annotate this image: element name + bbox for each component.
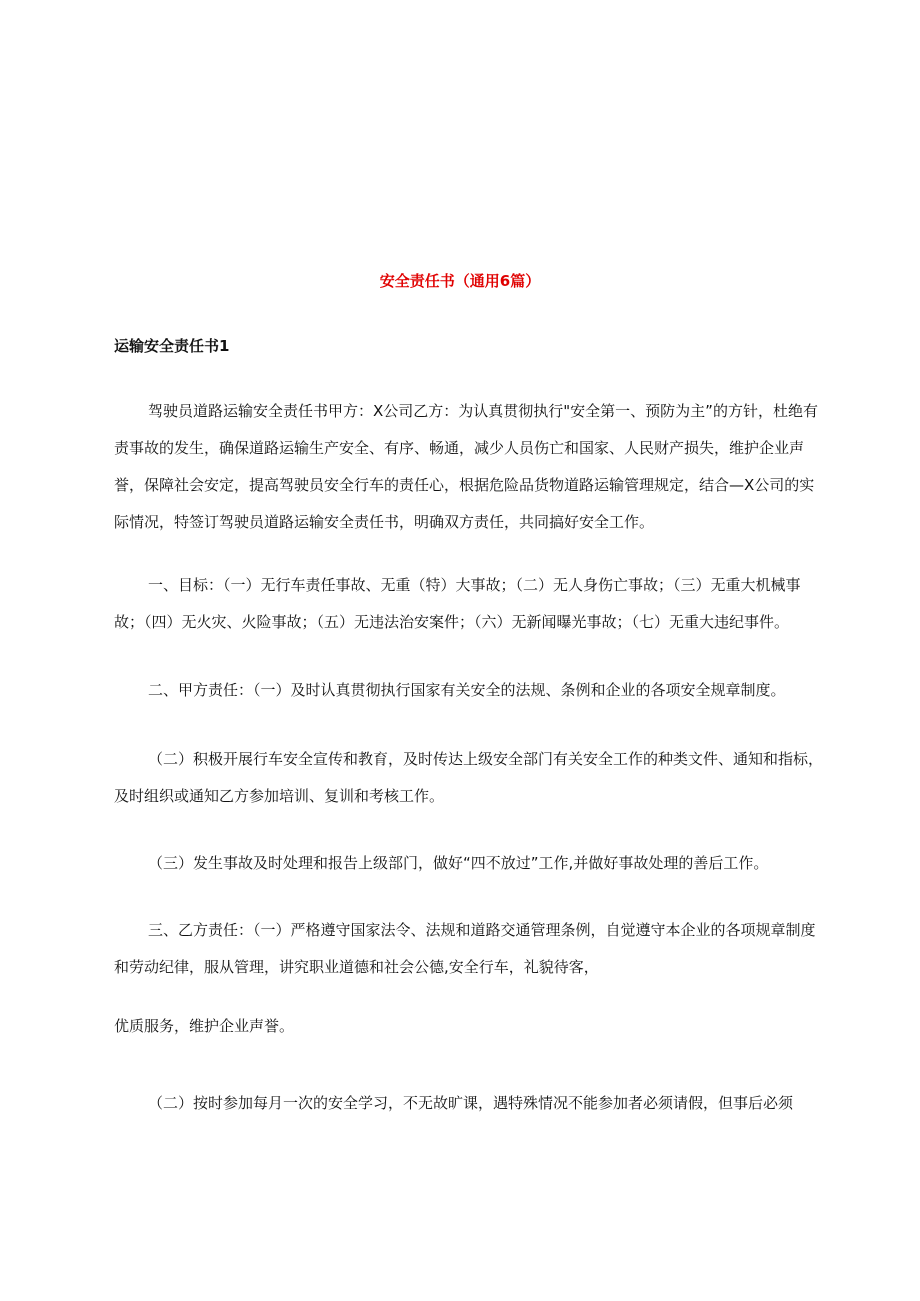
paragraph-goals: 一、目标：（一）无行车责任事故、无重（特）大事故；（二）无人身伤亡事故；（三）无重大机械事故；（四）无火灾、火险事故；（五）无违法治安案件；（六）无新闻曝光事故；（七）无重大违纪事件。 <box>114 576 801 631</box>
document-title: 安全责任书（通用6篇） <box>379 272 541 290</box>
paragraph-party-b-duty: 三、乙方责任：（一）严格遵守国家法令、法规和道路交通管理条例，自觉遵守本企业的各项规章制度和劳动纪律，服从管理，讲究职业道德和社会公德,安全行车，礼貌待客， <box>114 921 816 976</box>
paragraph-party-a-duty: 二、甲方责任：（一）及时认真贯彻执行国家有关安全的法规、条例和企业的各项安全规章制度。 <box>148 681 786 699</box>
paragraph-intro: 驾驶员道路运输安全责任书甲方：X公司乙方：为认真贯彻执行"安全第一、预防为主”的方针，杜绝有责事故的发生，确保道路运输生产安全、有序、畅通，减少人员伤亡和国家、人民财产损失，维护企业声誉，保障社会安定，提高驾驶员安全行车的责任心，根据危险品货物道路运输管理规定，结合—X公司的实际情况，特签订驾驶员道路运输安全责任书，明确双方责任，共同搞好安全工作。 <box>114 402 818 531</box>
paragraph-party-b-continued: 优质服务，维护企业声誉。 <box>114 1017 295 1035</box>
paragraph-party-a-item-2: （二）积极开展行车安全宣传和教育，及时传达上级安全部门有关安全工作的种类文件、通知和指标，及时组织或通知乙方参加培训、复训和考核工作。 <box>114 750 824 805</box>
paragraph-party-b-item-2: （二）按时参加每月一次的安全学习，不无故旷课，遇特殊情况不能参加者必须请假，但事后必须 <box>148 1094 794 1112</box>
paragraph-party-a-item-3: （三）发生事故及时处理和报告上级部门，做好“四不放过”工作,并做好事故处理的善后工作。 <box>148 854 769 872</box>
section-heading: 运输安全责任书1 <box>114 337 230 355</box>
